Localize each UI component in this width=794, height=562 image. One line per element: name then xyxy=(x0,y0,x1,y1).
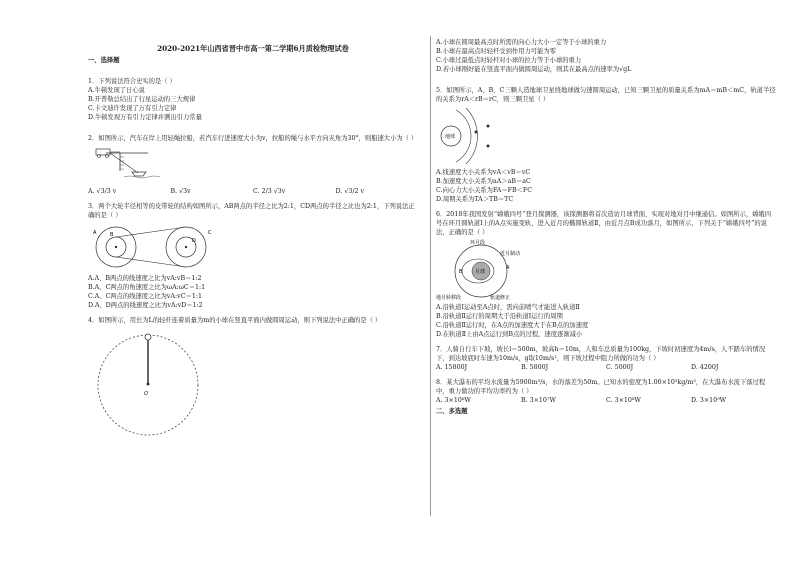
q3-option-a: A.A、B两点的线速度之比为vA:vB＝1:2 xyxy=(88,275,202,282)
q7-option-a: A. 15800J xyxy=(436,364,468,371)
q5-option-b: B.加速度大小关系为aA＞aB＝aC xyxy=(436,178,531,185)
car-boat-figure xyxy=(88,145,168,185)
q7-option-d: D. 4200J xyxy=(691,364,719,371)
label-c: C xyxy=(208,230,212,236)
q7-stem: 7．人骑自行车下坡，坡长l＝500m，坡高h＝10m，人和车总质量为100kg，下坡时初速度为4m/s，人不踏车的情况下，到达坡底时车速为10m/s，g取10m/s²，则下坡过程中阻力所做的功为（ ） xyxy=(436,346,766,362)
q4-option-b: B.小球在最高点时轻杆受到作用力可能为零 xyxy=(436,48,556,55)
q5-option-c: C.向心力大小关系为FA＝FB＜FC xyxy=(436,187,533,194)
question-5 xyxy=(436,86,776,204)
q3-option-d: D.A、D两点的线速度之比为vA:vD＝1:2 xyxy=(88,302,203,309)
label-b: B xyxy=(110,232,114,238)
q5-stem: 5．如图所示，A、B、C三颗人造地球卫星绕地球做匀速圆周运动，已知三颗卫星的质量关系为mA＝mB＜mC，轨道半径的关系为rA＜rB＝rC，则三颗卫星（ ） xyxy=(436,87,776,103)
lunar-orbit-label: 环月段 xyxy=(470,240,486,246)
q3-option-b: B.A、C两点的角速度之比为ωA:ωC＝1:1 xyxy=(88,284,206,291)
center-label-o: O xyxy=(144,391,148,397)
label-d: D xyxy=(192,238,196,244)
q8-stem: 8．某大瀑布的平均水流量为5900m³/s，水的落差为50m。已知水的密度为1.00×10³kg/m³，在大瀑布水流下落过程中，重力做功的平均功率约为（ ） xyxy=(436,379,766,395)
q1-option-c: C.卡文迪许发现了万有引力定律 xyxy=(88,105,177,112)
q2-options xyxy=(88,187,418,196)
question-1 xyxy=(88,77,418,122)
q2-option-c: C. 2/3 √3v xyxy=(253,188,286,195)
earth-label: 地球 xyxy=(445,134,456,140)
point-b-label: B xyxy=(459,269,463,275)
q2-option-a: A. √3/3 v xyxy=(88,188,117,195)
question-3 xyxy=(88,202,418,310)
question-4-options xyxy=(436,38,776,74)
q6-option-c: C.沿轨道Ⅱ运行时，在A点的加速度大于在B点的加速度 xyxy=(436,322,589,329)
q2-stem: 2．如图所示，汽车在岸上用轻绳拉船，若汽车行进速度大小为v，拉船的绳与水平方向夹角为30°，则船速大小为（ ） xyxy=(88,135,418,142)
q8-option-b: B. 3×10⁷W xyxy=(521,397,556,404)
belt-pulley-figure xyxy=(88,222,218,272)
question-4 xyxy=(88,316,418,437)
q3-option-c: C.A、C两点的线速度之比为vA:vC＝1:1 xyxy=(88,293,202,300)
q2-option-d: D. √3/2 v xyxy=(335,188,365,195)
section-choice-heading: 一、选择题 xyxy=(88,57,120,64)
q8-option-c: C. 3×10⁸W xyxy=(606,397,641,404)
q4-option-c: C.小球过最低点时轻杆对小球的拉力等于小球的重力 xyxy=(436,57,582,64)
q1-option-a: A.牛顿发现了日心说 xyxy=(88,87,145,94)
q4-option-a: A.小球在圆周最高点时所需的向心力大小一定等于小球的重力 xyxy=(436,39,607,46)
left-column xyxy=(88,38,418,439)
satellites-figure xyxy=(436,106,516,166)
q6-stem: 6．2018年我国发射“嫦娥四号”登月探测器，该探测器将首次造访月球背面，实现对地对月中继通信。如图所示，嫦娥四号在环月圆轨道Ⅰ上的A点实施变轨，进入近月的椭圆轨道Ⅱ，由近月点B成功落月，如图所示，下列关于“嫦娥四号”的说法，正确的是（ ） xyxy=(436,211,772,236)
right-column xyxy=(436,38,776,428)
q7-option-c: C. 5000J xyxy=(606,364,634,371)
rod-circle-figure xyxy=(88,327,208,437)
column-divider xyxy=(430,36,431,516)
q6-option-b: B.沿轨道Ⅱ运行的周期大于沿轨道Ⅰ运行的周期 xyxy=(436,313,563,320)
q1-option-d: D.牛顿发现万有引力定律并测出引力常量 xyxy=(88,114,202,121)
moon-orbit-figure xyxy=(436,239,526,301)
q4-option-d: D.若小球刚好能在竖直平面内做圆周运动，则其在最高点的速率为√gL xyxy=(436,66,632,73)
transfer-label: 地月转移段 xyxy=(436,295,462,301)
question-2 xyxy=(88,134,418,196)
section-multi-heading: 二、多选题 xyxy=(436,408,468,415)
q8-options xyxy=(436,396,776,405)
correction-label: 轨道修正 xyxy=(490,295,511,301)
q8-option-d: D. 3×10⁹W xyxy=(691,397,727,404)
q7-options xyxy=(436,363,776,372)
q5-option-a: A.线速度大小关系为vA＜vB＝vC xyxy=(436,169,531,176)
q5-option-d: D.周期关系为TA＞TB＝TC xyxy=(436,196,514,203)
q2-option-b: B. √3v xyxy=(170,188,191,195)
point-a-label: A xyxy=(506,265,510,271)
q7-option-b: B. 5800J xyxy=(521,364,549,371)
braking-label: 近月制动 xyxy=(500,251,521,257)
q6-option-d: D.在轨道Ⅱ上由A点运行到B点的过程，速度逐渐减小 xyxy=(436,331,583,338)
q3-stem: 3．两个大轮半径相等的皮带轮的结构如图所示，AB两点的半径之比为2:1，CD两点的半径之比也为2:1，下列说法正确的是（ ） xyxy=(88,203,415,219)
label-a: A xyxy=(93,230,97,236)
question-8 xyxy=(436,378,776,405)
exam-title: 2020-2021年山西省晋中市高一第二学期6月质检物理试卷 xyxy=(157,44,349,53)
q4-stem: 4．如图所示，用长为L的轻杆连着质量为m的小球在竖直平面内做圆周运动，则下列说法中正确的是（ ） xyxy=(88,317,382,324)
q1-stem: 1．下列说法符合史实的是（ ） xyxy=(88,78,176,85)
question-7 xyxy=(436,345,776,372)
moon-label: 月球 xyxy=(475,269,486,275)
q1-option-b: B.开普勒总结出了行星运动的三大规律 xyxy=(88,96,196,103)
q8-option-a: A. 3×10⁶W xyxy=(436,397,471,404)
question-6 xyxy=(436,210,776,339)
q6-option-a: A.沿轨道Ⅰ运动至A点时，需向前喷气才能进入轨道Ⅱ xyxy=(436,304,580,311)
